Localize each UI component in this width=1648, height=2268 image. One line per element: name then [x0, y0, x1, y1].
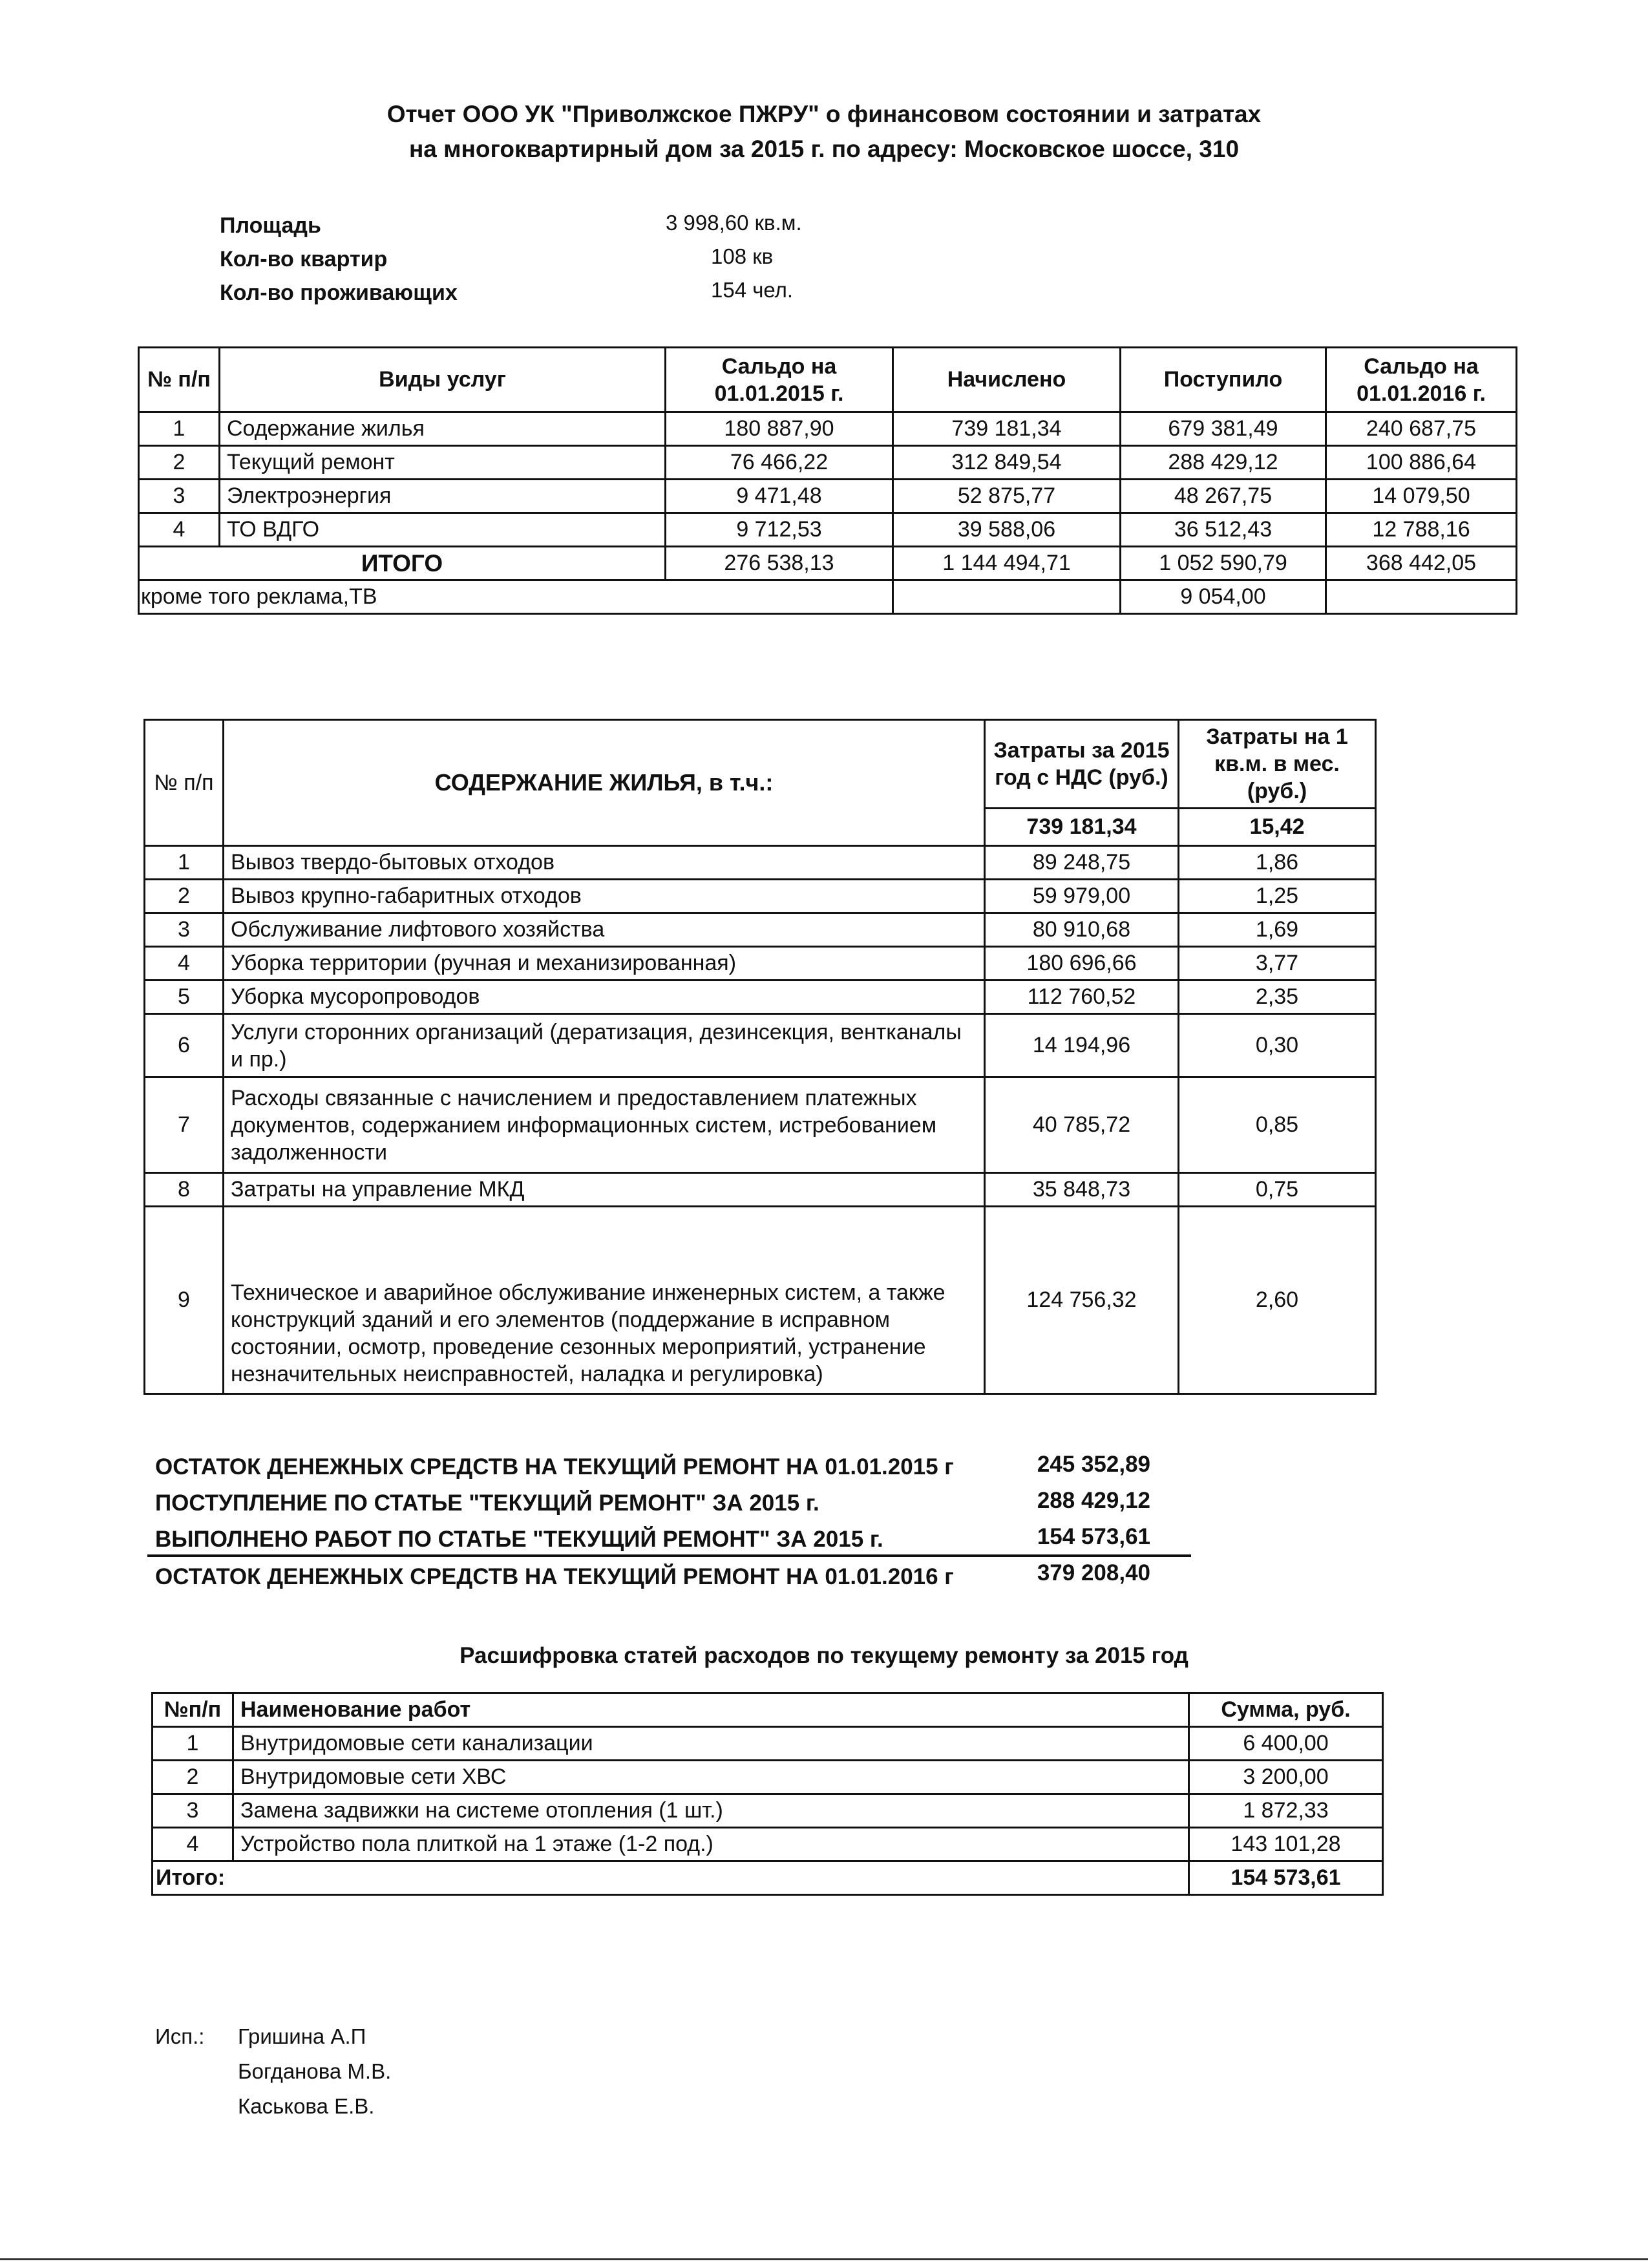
extra-empty-cell	[893, 580, 1121, 614]
row-annual-cost: 80 910,68	[985, 913, 1179, 947]
header-balance-2015: Сальдо на 01.01.2015 г.	[666, 348, 893, 412]
row-item: Уборка территории (ручная и механизированная)	[224, 947, 985, 980]
row-num: 8	[145, 1173, 224, 1207]
table-row	[153, 1794, 1383, 1828]
row-cost-per-m2: 0,30	[1179, 1014, 1376, 1077]
executor-name-3: Каськова Е.В.	[238, 2094, 375, 2118]
executor-name-1: Гришина А.П	[238, 2024, 366, 2048]
total-row	[139, 547, 1517, 580]
row-num: 9	[145, 1207, 224, 1394]
row-cost-per-m2: 0,85	[1179, 1077, 1376, 1173]
header-charged: Начислено	[893, 348, 1121, 412]
table-row	[145, 1173, 1376, 1207]
row-received: 36 512,43	[1121, 513, 1326, 547]
row-annual-cost: 89 248,75	[985, 846, 1179, 880]
row-num: 1	[153, 1727, 233, 1761]
row-num: 3	[139, 480, 220, 513]
row-num: 4	[153, 1828, 233, 1861]
total-label: ИТОГО	[139, 547, 666, 580]
row-balance-2016: 12 788,16	[1326, 513, 1517, 547]
table-row	[145, 913, 1376, 947]
row-item: Услуги сторонних организаций (дератизация, дезинсекция, вентканалы и пр.)	[224, 1014, 985, 1077]
row-num: 2	[153, 1761, 233, 1794]
row-sum: 143 101,28	[1189, 1828, 1383, 1861]
row-num: 4	[139, 513, 220, 547]
scan-edge-line	[0, 2258, 1648, 2260]
row-num: 3	[145, 913, 224, 947]
row-cost-per-m2: 1,69	[1179, 913, 1376, 947]
table-row	[153, 1727, 1383, 1761]
row-num: 7	[145, 1077, 224, 1173]
repair-breakdown-table	[151, 1692, 1384, 1896]
row-num: 4	[145, 947, 224, 980]
row-charged: 312 849,54	[893, 446, 1121, 480]
summary-divider	[147, 1554, 1191, 1557]
row-cost-per-m2: 0,75	[1179, 1173, 1376, 1207]
row-balance-2016: 100 886,64	[1326, 446, 1517, 480]
row-service: ТО ВДГО	[220, 513, 666, 547]
table-row	[145, 1014, 1376, 1077]
summary-completed-value: 154 573,61	[1037, 1524, 1150, 1549]
table-row	[153, 1761, 1383, 1794]
extra-received: 9 054,00	[1121, 580, 1326, 614]
row-balance-2016: 240 687,75	[1326, 412, 1517, 446]
row-work-name: Внутридомовые сети канализации	[233, 1727, 1189, 1761]
row-sum: 6 400,00	[1189, 1727, 1383, 1761]
services-table-header	[139, 348, 1517, 412]
summary-balance-2015-label: ОСТАТОК ДЕНЕЖНЫХ СРЕДСТВ НА ТЕКУЩИЙ РЕМОНТ НА 01.01.2015 г	[155, 1454, 954, 1479]
row-annual-cost: 14 194,96	[985, 1014, 1179, 1077]
table-row	[145, 980, 1376, 1014]
extra-empty-cell	[1326, 580, 1517, 614]
row-balance-2016: 14 079,50	[1326, 480, 1517, 513]
row-annual-cost: 59 979,00	[985, 880, 1179, 913]
header-num: №п/п	[153, 1693, 233, 1727]
apartments-value: 108 кв	[711, 244, 774, 268]
header-service: Виды услуг	[220, 348, 666, 412]
row-service: Текущий ремонт	[220, 446, 666, 480]
header-num: № п/п	[139, 348, 220, 412]
row-received: 288 429,12	[1121, 446, 1326, 480]
table-row	[145, 1207, 1376, 1394]
row-work-name: Замена задвижки на системе отопления (1 шт.)	[233, 1794, 1189, 1828]
row-cost-per-m2: 1,86	[1179, 846, 1376, 880]
row-item: Техническое и аварийное обслуживание инженерных систем, а также конструкций зданий и его элементов (поддержание в исправном состоянии, осмотр, проведение сезонных мероприятий, устранение незначительных неисправностей, наладка и регулировка)	[224, 1207, 985, 1394]
summary-income-value: 288 429,12	[1037, 1488, 1150, 1513]
total-balance-2016: 368 442,05	[1326, 547, 1517, 580]
row-balance-2015: 76 466,22	[666, 446, 893, 480]
area-value: 3 998,60 кв.м.	[666, 211, 802, 235]
row-balance-2015: 9 471,48	[666, 480, 893, 513]
row-num: 2	[145, 880, 224, 913]
cost-per-m2-total: 15,42	[1179, 809, 1376, 846]
row-balance-2015: 180 887,90	[666, 412, 893, 446]
row-annual-cost: 35 848,73	[985, 1173, 1179, 1207]
row-work-name: Устройство пола плиткой на 1 этаже (1-2 под.)	[233, 1828, 1189, 1861]
table-row	[145, 846, 1376, 880]
total-label: Итого:	[153, 1861, 1189, 1895]
row-cost-per-m2: 2,35	[1179, 980, 1376, 1014]
row-num: 5	[145, 980, 224, 1014]
table-row	[145, 1077, 1376, 1173]
executor-name-2: Богданова М.В.	[238, 2059, 392, 2083]
header-sum: Сумма, руб.	[1189, 1693, 1383, 1727]
area-label: Площадь	[220, 213, 321, 238]
row-item: Уборка мусоропроводов	[224, 980, 985, 1014]
maintenance-table-header	[145, 720, 1376, 809]
table-row	[139, 412, 1517, 446]
row-item: Затраты на управление МКД	[224, 1173, 985, 1207]
table-row	[139, 480, 1517, 513]
row-num: 3	[153, 1794, 233, 1828]
row-item: Вывоз твердо-бытовых отходов	[224, 846, 985, 880]
total-row	[153, 1861, 1383, 1895]
summary-completed-label: ВЫПОЛНЕНО РАБОТ ПО СТАТЬЕ "ТЕКУЩИЙ РЕМОНТ" ЗА 2015 г.	[155, 1527, 883, 1552]
row-annual-cost: 40 785,72	[985, 1077, 1179, 1173]
header-maintenance: СОДЕРЖАНИЕ ЖИЛЬЯ, в т.ч.:	[224, 720, 985, 846]
row-annual-cost: 180 696,66	[985, 947, 1179, 980]
row-sum: 1 872,33	[1189, 1794, 1383, 1828]
total-received: 1 052 590,79	[1121, 547, 1326, 580]
row-num: 2	[139, 446, 220, 480]
row-num: 1	[139, 412, 220, 446]
total-balance-2015: 276 538,13	[666, 547, 893, 580]
residents-value: 154 чел.	[711, 278, 794, 302]
header-num: № п/п	[145, 720, 224, 846]
housing-maintenance-table	[143, 719, 1377, 1395]
row-item: Расходы связанные с начислением и предоставлением платежных документов, содержанием информационных систем, истребованием задолженности	[224, 1077, 985, 1173]
summary-income-label: ПОСТУПЛЕНИЕ ПО СТАТЬЕ "ТЕКУЩИЙ РЕМОНТ" ЗА 2015 г.	[155, 1490, 819, 1516]
row-balance-2015: 9 712,53	[666, 513, 893, 547]
row-num: 1	[145, 846, 224, 880]
table-row	[145, 880, 1376, 913]
extra-row	[139, 580, 1517, 614]
row-sum: 3 200,00	[1189, 1761, 1383, 1794]
summary-balance-2016-label: ОСТАТОК ДЕНЕЖНЫХ СРЕДСТВ НА ТЕКУЩИЙ РЕМОНТ НА 01.01.2016 г	[155, 1564, 954, 1589]
header-work-name: Наименование работ	[233, 1693, 1189, 1727]
row-received: 679 381,49	[1121, 412, 1326, 446]
row-cost-per-m2: 1,25	[1179, 880, 1376, 913]
row-charged: 52 875,77	[893, 480, 1121, 513]
row-cost-per-m2: 2,60	[1179, 1207, 1376, 1394]
row-cost-per-m2: 3,77	[1179, 947, 1376, 980]
table-row	[139, 446, 1517, 480]
services-table	[138, 346, 1517, 615]
table-row	[139, 513, 1517, 547]
repair-breakdown-title: Расшифровка статей расходов по текущему ремонту за 2015 год	[460, 1643, 1188, 1668]
summary-balance-2016-value: 379 208,40	[1037, 1560, 1150, 1585]
table-row	[153, 1828, 1383, 1861]
row-annual-cost: 124 756,32	[985, 1207, 1179, 1394]
report-title-line1: Отчет ООО УК "Приволжское ПЖРУ" о финансовом состоянии и затратах	[386, 101, 1262, 127]
row-charged: 739 181,34	[893, 412, 1121, 446]
row-service: Содержание жилья	[220, 412, 666, 446]
header-balance-2016: Сальдо на 01.01.2016 г.	[1326, 348, 1517, 412]
row-charged: 39 588,06	[893, 513, 1121, 547]
total-sum: 154 573,61	[1189, 1861, 1383, 1895]
header-received: Поступило	[1121, 348, 1326, 412]
summary-balance-2015-value: 245 352,89	[1037, 1452, 1150, 1477]
row-num: 6	[145, 1014, 224, 1077]
row-item: Вывоз крупно-габаритных отходов	[224, 880, 985, 913]
annual-cost-total: 739 181,34	[985, 809, 1179, 846]
report-title-line2: на многоквартирный дом за 2015 г. по адресу: Московское шоссе, 310	[408, 136, 1240, 162]
repair-table-header	[153, 1693, 1383, 1727]
table-row	[145, 947, 1376, 980]
apartments-label: Кол-во квартир	[220, 247, 388, 271]
row-service: Электроэнергия	[220, 480, 666, 513]
total-charged: 1 144 494,71	[893, 547, 1121, 580]
row-received: 48 267,75	[1121, 480, 1326, 513]
residents-label: Кол-во проживающих	[220, 281, 458, 305]
extra-label: кроме того реклама,ТВ	[139, 580, 893, 614]
row-item: Обслуживание лифтового хозяйства	[224, 913, 985, 947]
header-annual-cost: Затраты за 2015 год с НДС (руб.)	[985, 720, 1179, 809]
executor-label: Исп.:	[155, 2024, 205, 2048]
header-cost-per-m2: Затраты на 1 кв.м. в мес. (руб.)	[1179, 720, 1376, 809]
row-work-name: Внутридомовые сети ХВС	[233, 1761, 1189, 1794]
row-annual-cost: 112 760,52	[985, 980, 1179, 1014]
